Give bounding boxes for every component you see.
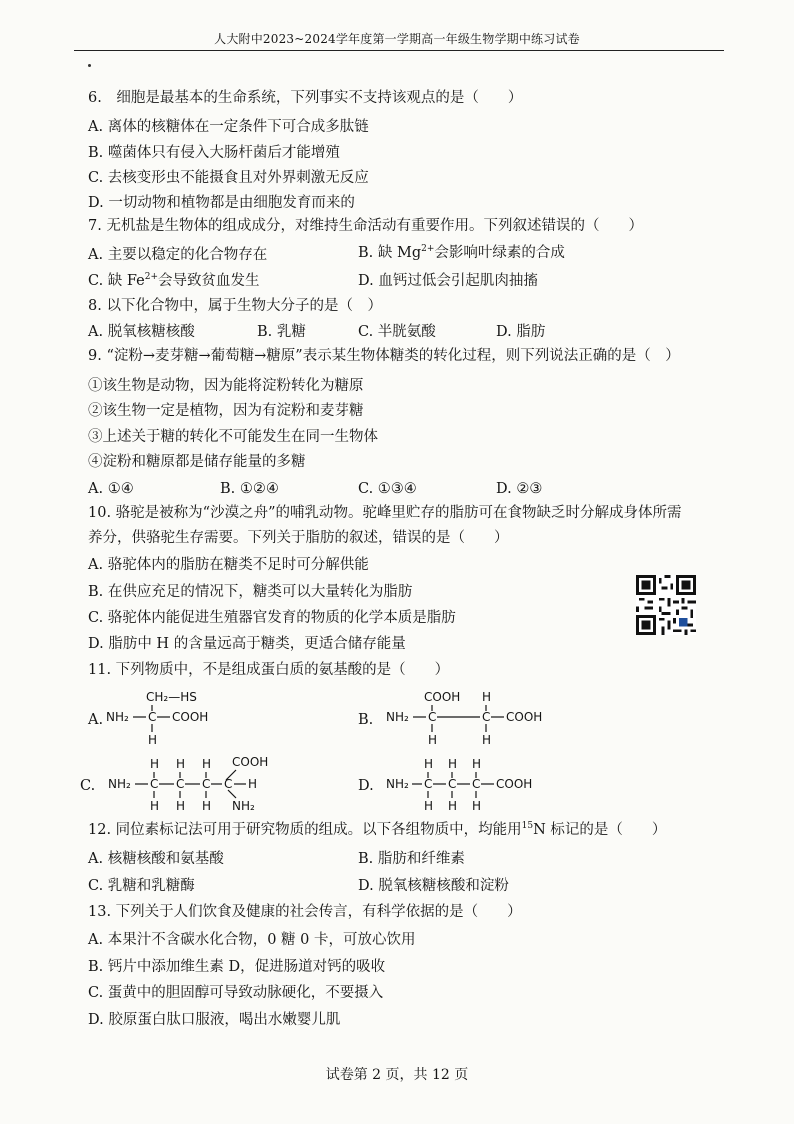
q11-option-a: A.	[88, 712, 104, 728]
mol-c-carboxyl: COOH	[232, 755, 269, 769]
mol-a-hydrogen: H	[148, 733, 158, 747]
q6-option-a: A. 离体的核糖体在一定条件下可合成多肽链	[88, 119, 369, 135]
mol-c-carbon-1: C	[150, 777, 159, 791]
mol-a-carboxyl: COOH	[172, 710, 209, 724]
mol-c-h-bottom-1: H	[150, 799, 160, 813]
mol-d-amino: NH₂	[386, 777, 409, 791]
mol-c-h-bottom-3: H	[202, 799, 212, 813]
header-rule	[74, 50, 724, 51]
q13-option-b: B. 钙片中添加维生素 D，促进肠道对钙的吸收	[88, 959, 386, 975]
q12-stem	[88, 820, 666, 840]
mol-b-carbon-1: C	[428, 710, 437, 724]
page-header: 人大附中2023~2024学年度第一学期高一年级生物学期中练习试卷	[214, 32, 580, 46]
q9-option-d: D. ②③	[496, 481, 543, 497]
q7-option-d: D. 血钙过低会引起肌肉抽搐	[358, 273, 538, 289]
q13-option-d: D. 胶原蛋白肽口服液，喝出水嫩婴儿肌	[88, 1012, 341, 1028]
q12-option-a: A. 核糖核酸和氨基酸	[88, 851, 224, 867]
q10-stem-line2: 养分，供骆驼生存需要。下列关于脂肪的叙述，错误的是（ ）	[88, 530, 509, 546]
q12-stem-text: 12. 同位素标记法可用于研究物质的组成。以下各组物质中，均能用	[88, 822, 522, 838]
mol-b-hydrogen-2: H	[482, 733, 492, 747]
q8-option-a: A. 脱氧核糖核酸	[88, 324, 195, 340]
q12-option-d: D. 脱氧核糖核酸和淀粉	[358, 878, 509, 894]
q7-c-text: C. 缺 Fe	[88, 273, 145, 289]
q9-statement-4: ④淀粉和糖原都是储存能量的多糖	[88, 454, 306, 470]
q13-option-a: A. 本果汁不含碳水化合物，0 糖 0 卡，可放心饮用	[88, 932, 416, 948]
q6-option-b: B. 噬菌体只有侵入大肠杆菌后才能增殖	[88, 145, 340, 161]
q8-option-c: C. 半胱氨酸	[358, 324, 436, 340]
q10-option-d: D. 脂肪中 H 的含量远高于糖类，更适合储存能量	[88, 636, 406, 652]
mol-d-h-top-3: H	[472, 757, 482, 771]
mol-d-carbon-1: C	[424, 777, 433, 791]
q7-c-charge: 2+	[144, 272, 159, 282]
q9-option-b: B. ①②④	[220, 481, 279, 497]
scan-dot	[88, 64, 91, 67]
q7-stem: 7. 无机盐是生物体的组成成分，对维持生命活动有重要作用。下列叙述错误的（ ）	[88, 218, 643, 234]
mol-b-carboxyl: COOH	[506, 710, 543, 724]
mol-c-h-right: H	[248, 777, 258, 791]
q13-stem: 13. 下列关于人们饮食及健康的社会传言，有科学依据的是（ ）	[88, 904, 522, 920]
q10-option-b: B. 在供应充足的情况下，糖类可以大量转化为脂肪	[88, 584, 413, 600]
mol-d-h-top-1: H	[424, 757, 434, 771]
q7-option-b	[358, 243, 565, 263]
mol-c-carbon-2: C	[176, 777, 185, 791]
q7-b-text: B. 缺 Mg	[358, 245, 422, 261]
q9-option-c: C. ①③④	[358, 481, 417, 497]
mol-b-hydrogen-top: H	[482, 690, 492, 704]
q7-option-a: A. 主要以稳定的化合物存在	[88, 247, 268, 263]
q8-option-d: D. 脂肪	[496, 324, 546, 340]
mol-b-carboxyl-top: COOH	[424, 690, 461, 704]
page-footer: 试卷第 2 页，共 12 页	[325, 1067, 469, 1083]
q6-option-c: C. 去核变形虫不能摄食且对外界刺激无反应	[88, 170, 369, 186]
q10-option-a: A. 骆驼体内的脂肪在糖类不足时可分解供能	[88, 557, 369, 573]
q9-stem: 9. “淀粉→麦芽糖→葡萄糖→糖原”表示某生物体糖类的转化过程，则下列说法正确的是（ ）	[88, 348, 680, 364]
q11-molecule-b	[386, 684, 566, 752]
q7-b-charge: 2+	[421, 244, 435, 254]
mol-c-amino-2: NH₂	[232, 799, 255, 813]
mol-c-h-bottom-2: H	[176, 799, 186, 813]
mol-d-h-bottom-3: H	[472, 799, 482, 813]
q9-option-a: A. ①④	[88, 481, 134, 497]
mol-c-carbon-4: C	[224, 777, 233, 791]
q10-option-c: C. 骆驼体内能促进生殖器官发育的物质的化学本质是脂肪	[88, 610, 456, 626]
mol-a-r-group: CH₂—HS	[146, 690, 197, 704]
mol-a-carbon: C	[148, 710, 157, 724]
qr-code-icon	[636, 574, 696, 636]
q8-stem: 8. 以下化合物中，属于生物大分子的是（ ）	[88, 298, 382, 314]
q7-option-c	[88, 271, 260, 291]
mol-d-carbon-3: C	[472, 777, 481, 791]
mol-c-h-top-1: H	[150, 757, 160, 771]
q9-statement-3: ③上述关于糖的转化不可能发生在同一生物体	[88, 429, 378, 445]
q6-option-d: D. 一切动物和植物都是由细胞发育而来的	[88, 195, 355, 211]
mol-b-amino: NH₂	[386, 710, 409, 724]
mol-c-h-top-2: H	[176, 757, 186, 771]
q7-b-text-end: 会影响叶绿素的合成	[434, 245, 565, 261]
mol-c-amino-1: NH₂	[108, 777, 131, 791]
q11-molecule-d	[386, 752, 566, 818]
q9-statement-2: ②该生物一定是植物，因为有淀粉和麦芽糖	[88, 403, 364, 419]
q7-c-text-end: 会导致贫血发生	[158, 273, 260, 289]
q8-option-b: B. 乳糖	[257, 324, 306, 340]
q11-option-c: C.	[80, 778, 96, 794]
q12-stem-text-end: N 标记的是（ ）	[533, 822, 667, 838]
q13-option-c: C. 蛋黄中的胆固醇可导致动脉硬化，不要摄入	[88, 985, 384, 1001]
mol-d-h-bottom-2: H	[448, 799, 458, 813]
mol-a-amino: NH₂	[106, 710, 129, 724]
mol-d-carbon-2: C	[448, 777, 457, 791]
q6-stem: 6. 细胞是最基本的生命系统，下列事实不支持该观点的是（ ）	[88, 90, 523, 106]
q9-statement-1: ①该生物是动物，因为能将淀粉转化为糖原	[88, 378, 364, 394]
mol-b-hydrogen-1: H	[428, 733, 438, 747]
mol-d-h-bottom-1: H	[424, 799, 434, 813]
mol-c-carbon-3: C	[202, 777, 211, 791]
q12-isotope-mass: 15	[521, 821, 534, 831]
q12-option-b: B. 脂肪和纤维素	[358, 851, 465, 867]
q11-option-b: B.	[358, 712, 374, 728]
mol-b-carbon-2: C	[482, 710, 491, 724]
q11-molecule-a	[106, 684, 236, 752]
mol-d-carboxyl: COOH	[496, 777, 533, 791]
q10-stem-line1: 10. 骆驼是被称为“沙漠之舟”的哺乳动物。驼峰里贮存的脂肪可在食物缺乏时分解成身体所需	[88, 505, 682, 521]
mol-c-h-top-3: H	[202, 757, 212, 771]
q11-stem: 11. 下列物质中，不是组成蛋白质的氨基酸的是（ ）	[88, 662, 450, 678]
q12-option-c: C. 乳糖和乳糖酶	[88, 878, 195, 894]
mol-d-h-top-2: H	[448, 757, 458, 771]
q11-molecule-c	[108, 752, 298, 818]
q11-option-d: D.	[358, 778, 374, 794]
